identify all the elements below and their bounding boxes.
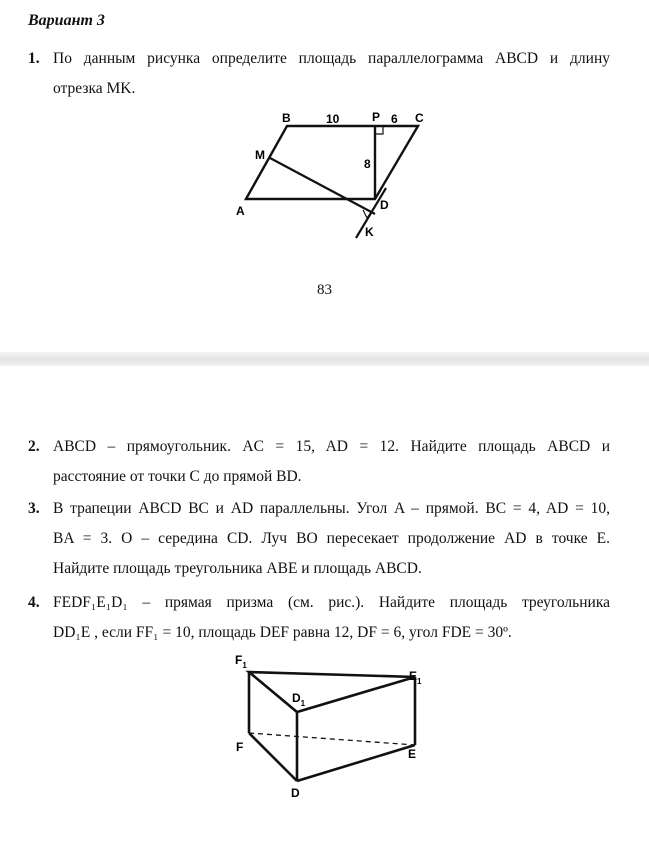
edge-fd: [249, 733, 297, 781]
label-f: F: [236, 740, 244, 754]
label-m: M: [255, 148, 265, 162]
label-e1: $E_1$: [409, 669, 422, 686]
problem-number: 2.: [28, 438, 40, 455]
label-d: D: [380, 198, 389, 212]
label-a: A: [236, 204, 245, 218]
label-10: 10: [326, 112, 340, 126]
segment-md: [270, 158, 375, 214]
problem-line: По данным рисунка определите площадь параллелограмма ABCD и длину: [53, 50, 610, 67]
variant-title: Вариант 3: [28, 12, 105, 29]
label-6: 6: [391, 112, 398, 126]
top-face-f1e1d1: [249, 672, 415, 712]
problem-line: Найдите площадь треугольника ABE и площадь ABCD.: [53, 560, 422, 577]
problem-line: FEDF₁E₁D₁ – прямая призма (см. рис.). Найдите площадь треугольника: [53, 594, 610, 611]
problem-1: [28, 44, 610, 104]
problem-line: В трапеции ABCD BC и AD параллельны. Угол A – прямой. BC = 4, AD = 10,: [53, 500, 610, 517]
problem-number: 1.: [28, 50, 40, 67]
page-bottom: [0, 366, 649, 855]
edge-de: [297, 745, 415, 781]
label-p: P: [372, 110, 381, 124]
problem-line: ABCD – прямоугольник. AC = 15, AD = 12. Найдите площадь ABCD и: [53, 438, 610, 455]
edge-fe-hidden: [249, 733, 415, 745]
page-number: 83: [317, 282, 332, 298]
label-e: E: [408, 747, 417, 761]
problem-line: отрезка MK.: [53, 80, 136, 97]
label-d1: $D_1$: [292, 691, 306, 708]
problem-number: 4.: [28, 594, 40, 611]
problem-number: 3.: [28, 500, 40, 517]
problem-3: [28, 494, 610, 584]
label-b: B: [282, 111, 291, 125]
label-k: K: [365, 225, 374, 239]
problem-line: расстояние от точки C до прямой BD.: [53, 468, 302, 485]
label-f1: $F_1$: [235, 653, 247, 670]
label-c: C: [415, 111, 424, 125]
label-8: 8: [364, 157, 371, 171]
parallelogram-abcd: [246, 126, 418, 199]
problem-line: DD₁E , если FF₁ = 10, площадь DEF равна 12, DF = 6, угол FDE = 30º.: [53, 624, 512, 641]
page-separator: [0, 352, 649, 366]
page-top: [0, 0, 649, 352]
prism-figure: [0, 650, 649, 850]
problem-line: BA = 3. O – середина CD. Луч BO пересекает продолжение AD в точке E.: [53, 530, 610, 547]
parallelogram-figure: [0, 100, 649, 350]
label-d: D: [291, 786, 300, 800]
problem-2: [28, 432, 610, 492]
problem-4: [28, 588, 610, 648]
